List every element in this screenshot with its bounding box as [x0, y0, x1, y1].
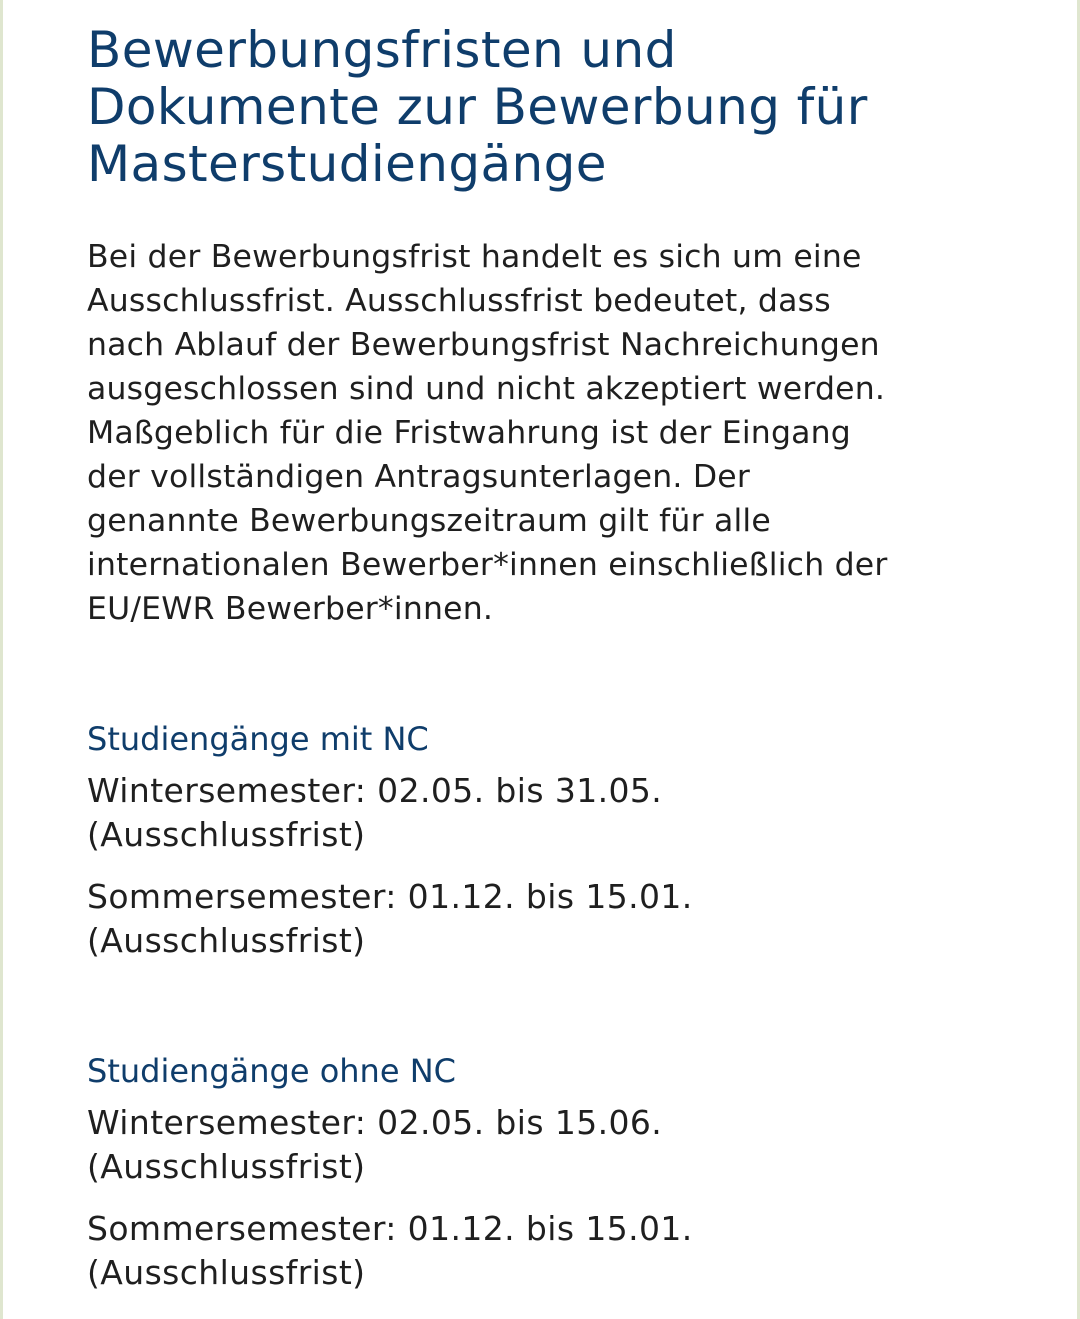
deadline-wintersemester	[87, 1101, 1047, 1189]
section-title: Studiengänge mit NC	[87, 720, 429, 758]
deadline-note: (Ausschlussfrist)	[87, 1147, 366, 1186]
deadline-wintersemester	[87, 769, 1047, 857]
intro-line: Maßgeblich für die Fristwahrung ist der Eingang	[87, 415, 852, 451]
deadline-note: (Ausschlussfrist)	[87, 1253, 366, 1292]
page-title-line: Dokumente zur Bewerbung für	[87, 78, 868, 136]
left-page-edge	[0, 0, 3, 1319]
page-title-line: Bewerbungsfristen und	[87, 21, 677, 79]
intro-line: Bei der Bewerbungsfrist handelt es sich um eine	[87, 239, 862, 275]
section-without-nc	[87, 1049, 1047, 1295]
intro-line: Ausschlussfrist. Ausschlussfrist bedeutet, dass	[87, 283, 831, 319]
intro-paragraph	[87, 235, 1047, 631]
deadline-label: Wintersemester: 02.05. bis 31.05.	[87, 771, 663, 810]
section-title: Studiengänge ohne NC	[87, 1052, 456, 1090]
deadline-sommersemester	[87, 875, 1047, 963]
intro-line: internationalen Bewerber*innen einschließlich der	[87, 547, 888, 583]
deadline-note: (Ausschlussfrist)	[87, 921, 366, 960]
page-title-line: Masterstudiengänge	[87, 135, 607, 193]
deadline-label: Wintersemester: 02.05. bis 15.06.	[87, 1103, 663, 1142]
deadline-label: Sommersemester: 01.12. bis 15.01.	[87, 1209, 693, 1248]
intro-line: der vollständigen Antragsunterlagen. Der	[87, 459, 751, 495]
intro-line: nach Ablauf der Bewerbungsfrist Nachreichungen	[87, 327, 880, 363]
section-with-nc	[87, 717, 1047, 963]
intro-line: EU/EWR Bewerber*innen.	[87, 591, 494, 627]
deadline-note: (Ausschlussfrist)	[87, 815, 366, 854]
page-title	[87, 22, 1047, 193]
deadline-sommersemester	[87, 1207, 1047, 1295]
main-content	[87, 22, 1047, 1295]
intro-line: ausgeschlossen sind und nicht akzeptiert werden.	[87, 371, 886, 407]
intro-line: genannte Bewerbungszeitraum gilt für alle	[87, 503, 771, 539]
deadline-label: Sommersemester: 01.12. bis 15.01.	[87, 877, 693, 916]
